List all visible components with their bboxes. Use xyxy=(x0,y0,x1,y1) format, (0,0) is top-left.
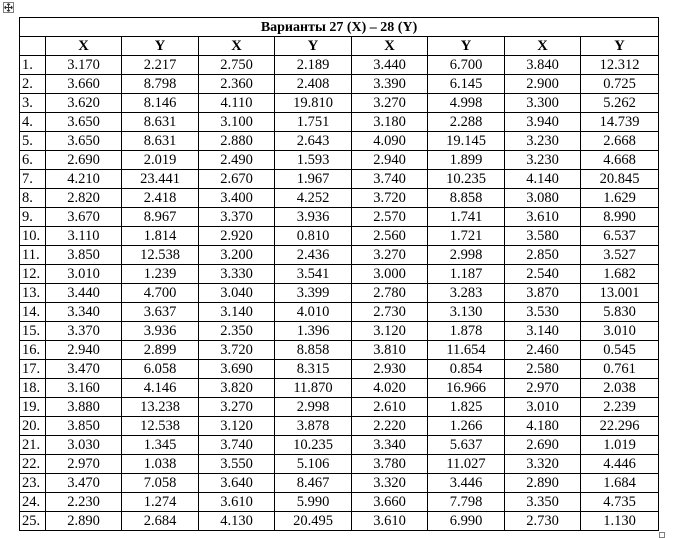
table-cell: 1.684 xyxy=(581,474,659,493)
table-cell: 4.700 xyxy=(122,284,199,303)
table-cell: 4.020 xyxy=(352,379,428,398)
table-cell: 3.810 xyxy=(352,341,428,360)
table-cell: 3.850 xyxy=(46,246,122,265)
table-row xyxy=(20,151,659,170)
table-cell: 1.593 xyxy=(275,151,352,170)
table-cell: 2.930 xyxy=(352,360,428,379)
table-cell: 3.610 xyxy=(199,493,275,512)
table-cell: 2.940 xyxy=(46,341,122,360)
table-cell: 1.629 xyxy=(581,189,659,208)
table-cell: 3.610 xyxy=(505,208,581,227)
table-cell: 7.798 xyxy=(428,493,505,512)
table-cell: 11.654 xyxy=(428,341,505,360)
table-cell: 4.668 xyxy=(581,151,659,170)
table-cell: 8.858 xyxy=(275,341,352,360)
table-row xyxy=(20,227,659,246)
table-cell: 1.814 xyxy=(122,227,199,246)
table-cell: 20.495 xyxy=(275,512,352,531)
table-cell: 1.741 xyxy=(428,208,505,227)
table-cell: 8.631 xyxy=(122,132,199,151)
table-cell: 5.830 xyxy=(581,303,659,322)
table-cell: 6.537 xyxy=(581,227,659,246)
table-cell: 4.130 xyxy=(199,512,275,531)
table-cell: 3.640 xyxy=(199,474,275,493)
table-cell: 3.270 xyxy=(199,398,275,417)
column-header: Y xyxy=(275,37,352,56)
table-cell: 2.038 xyxy=(581,379,659,398)
table-cell: 1.682 xyxy=(581,265,659,284)
table-cell: 6.058 xyxy=(122,360,199,379)
table-cell: 8.798 xyxy=(122,75,199,94)
table-cell: 3.660 xyxy=(46,75,122,94)
table-cell: 5.262 xyxy=(581,94,659,113)
table-cell: 3.330 xyxy=(199,265,275,284)
table-cell: 3.350 xyxy=(505,493,581,512)
table-cell: 3.180 xyxy=(352,113,428,132)
table-cell: 2.690 xyxy=(505,436,581,455)
table-cell: 2.418 xyxy=(122,189,199,208)
table-cell: 2.540 xyxy=(505,265,581,284)
table-cell: 3.650 xyxy=(46,113,122,132)
table-cell: 2.239 xyxy=(581,398,659,417)
table-cell: 3.620 xyxy=(46,94,122,113)
table-cell: 11.870 xyxy=(275,379,352,398)
table-cell: 4.180 xyxy=(505,417,581,436)
table-cell: 2.570 xyxy=(352,208,428,227)
table-row xyxy=(20,455,659,474)
column-header: Y xyxy=(122,37,199,56)
table-cell: 3.530 xyxy=(505,303,581,322)
table-cell: 3.660 xyxy=(352,493,428,512)
table-cell: 3.399 xyxy=(275,284,352,303)
table-cell: 3.140 xyxy=(199,303,275,322)
row-number: 20. xyxy=(20,417,46,436)
table-row xyxy=(20,170,659,189)
table-cell: 3.300 xyxy=(505,94,581,113)
row-number: 19. xyxy=(20,398,46,417)
table-row xyxy=(20,417,659,436)
table-cell: 4.210 xyxy=(46,170,122,189)
table-cell: 4.090 xyxy=(352,132,428,151)
table-cell: 0.854 xyxy=(428,360,505,379)
row-number: 13. xyxy=(20,284,46,303)
title-row xyxy=(20,18,659,37)
table-cell: 8.967 xyxy=(122,208,199,227)
row-number: 23. xyxy=(20,474,46,493)
table-cell: 4.446 xyxy=(581,455,659,474)
column-header: X xyxy=(199,37,275,56)
table-cell: 3.320 xyxy=(505,455,581,474)
table-cell: 3.030 xyxy=(46,436,122,455)
table-cell: 1.038 xyxy=(122,455,199,474)
table-cell: 1.239 xyxy=(122,265,199,284)
table-cell: 3.527 xyxy=(581,246,659,265)
table-cell: 1.751 xyxy=(275,113,352,132)
table-cell: 3.936 xyxy=(275,208,352,227)
table-cell: 2.230 xyxy=(46,493,122,512)
table-cell: 3.230 xyxy=(505,151,581,170)
table-cell: 3.010 xyxy=(505,398,581,417)
table-row xyxy=(20,512,659,531)
table-row xyxy=(20,303,659,322)
table-cell: 3.270 xyxy=(352,94,428,113)
table-cell: 3.840 xyxy=(505,56,581,75)
table-cell: 3.850 xyxy=(46,417,122,436)
table-cell: 2.970 xyxy=(505,379,581,398)
table-row xyxy=(20,436,659,455)
table-cell: 2.288 xyxy=(428,113,505,132)
table-cell: 12.538 xyxy=(122,246,199,265)
table-cell: 3.878 xyxy=(275,417,352,436)
table-cell: 3.820 xyxy=(199,379,275,398)
table-cell: 3.940 xyxy=(505,113,581,132)
table-cell: 0.545 xyxy=(581,341,659,360)
table-cell: 1.825 xyxy=(428,398,505,417)
table-cell: 3.283 xyxy=(428,284,505,303)
table-cell: 3.110 xyxy=(46,227,122,246)
table-cell: 4.735 xyxy=(581,493,659,512)
table-cell: 2.998 xyxy=(275,398,352,417)
table-cell: 2.189 xyxy=(275,56,352,75)
table-row xyxy=(20,246,659,265)
table-cell: 1.396 xyxy=(275,322,352,341)
table-cell: 0.810 xyxy=(275,227,352,246)
row-number: 16. xyxy=(20,341,46,360)
table-cell: 3.170 xyxy=(46,56,122,75)
table-cell: 2.408 xyxy=(275,75,352,94)
table-cell: 4.140 xyxy=(505,170,581,189)
table-cell: 3.637 xyxy=(122,303,199,322)
table-row xyxy=(20,474,659,493)
table-row xyxy=(20,493,659,512)
table-cell: 0.761 xyxy=(581,360,659,379)
table-cell: 3.000 xyxy=(352,265,428,284)
table-cell: 3.720 xyxy=(352,189,428,208)
row-number: 6. xyxy=(20,151,46,170)
table-cell: 1.878 xyxy=(428,322,505,341)
table-cell: 2.436 xyxy=(275,246,352,265)
table-cell: 3.130 xyxy=(428,303,505,322)
row-number: 1. xyxy=(20,56,46,75)
table-cell: 4.010 xyxy=(275,303,352,322)
table-cell: 5.106 xyxy=(275,455,352,474)
table-cell: 3.120 xyxy=(352,322,428,341)
table-cell: 3.740 xyxy=(352,170,428,189)
table-cell: 1.967 xyxy=(275,170,352,189)
table-cell: 2.019 xyxy=(122,151,199,170)
table-cell: 12.312 xyxy=(581,56,659,75)
table-cell: 3.580 xyxy=(505,227,581,246)
table-cell: 3.390 xyxy=(352,75,428,94)
table-cell: 3.010 xyxy=(46,265,122,284)
table-row xyxy=(20,284,659,303)
column-header: X xyxy=(46,37,122,56)
table-cell: 10.235 xyxy=(428,170,505,189)
table-cell: 3.650 xyxy=(46,132,122,151)
row-number: 17. xyxy=(20,360,46,379)
table-cell: 3.740 xyxy=(199,436,275,455)
table-cell: 3.160 xyxy=(46,379,122,398)
table-cell: 1.266 xyxy=(428,417,505,436)
row-number: 14. xyxy=(20,303,46,322)
table-cell: 3.670 xyxy=(46,208,122,227)
table-cell: 2.940 xyxy=(352,151,428,170)
table-row xyxy=(20,398,659,417)
table-row xyxy=(20,208,659,227)
table-cell: 2.730 xyxy=(352,303,428,322)
table-cell: 3.040 xyxy=(199,284,275,303)
table-cell: 8.315 xyxy=(275,360,352,379)
table-cell: 3.340 xyxy=(46,303,122,322)
table-cell: 5.990 xyxy=(275,493,352,512)
column-header: X xyxy=(352,37,428,56)
table-cell: 12.538 xyxy=(122,417,199,436)
table-cell: 3.120 xyxy=(199,417,275,436)
row-number: 8. xyxy=(20,189,46,208)
table-cell: 0.725 xyxy=(581,75,659,94)
table-cell: 3.550 xyxy=(199,455,275,474)
table-cell: 2.890 xyxy=(46,512,122,531)
row-number: 12. xyxy=(20,265,46,284)
table-cell: 22.296 xyxy=(581,417,659,436)
table-cell: 8.467 xyxy=(275,474,352,493)
table-move-handle[interactable] xyxy=(3,2,14,13)
table-cell: 2.220 xyxy=(352,417,428,436)
table-cell: 3.470 xyxy=(46,360,122,379)
table-cell: 1.721 xyxy=(428,227,505,246)
table-cell: 2.998 xyxy=(428,246,505,265)
table-cell: 2.643 xyxy=(275,132,352,151)
table-title: Варианты 27 (X) – 28 (Y) xyxy=(20,18,659,37)
table-cell: 2.350 xyxy=(199,322,275,341)
table-cell: 3.880 xyxy=(46,398,122,417)
table-row xyxy=(20,94,659,113)
table-cell: 3.936 xyxy=(122,322,199,341)
table-row xyxy=(20,132,659,151)
table-cell: 3.690 xyxy=(199,360,275,379)
row-number: 3. xyxy=(20,94,46,113)
table-cell: 1.899 xyxy=(428,151,505,170)
table-cell: 2.560 xyxy=(352,227,428,246)
column-header: Y xyxy=(581,37,659,56)
table-cell: 7.058 xyxy=(122,474,199,493)
row-number: 5. xyxy=(20,132,46,151)
table-cell: 3.080 xyxy=(505,189,581,208)
table-row xyxy=(20,360,659,379)
table-cell: 3.370 xyxy=(199,208,275,227)
table-cell: 6.990 xyxy=(428,512,505,531)
row-number: 7. xyxy=(20,170,46,189)
table-cell: 4.252 xyxy=(275,189,352,208)
table-cell: 3.440 xyxy=(46,284,122,303)
row-number: 11. xyxy=(20,246,46,265)
table-cell: 2.730 xyxy=(505,512,581,531)
row-number: 15. xyxy=(20,322,46,341)
table-cell: 3.780 xyxy=(352,455,428,474)
row-number: 18. xyxy=(20,379,46,398)
table-row xyxy=(20,113,659,132)
table-row xyxy=(20,322,659,341)
table-row xyxy=(20,189,659,208)
table-cell: 1.130 xyxy=(581,512,659,531)
table-cell: 8.858 xyxy=(428,189,505,208)
table-cell: 2.360 xyxy=(199,75,275,94)
table-cell: 3.720 xyxy=(199,341,275,360)
table-cell: 3.010 xyxy=(581,322,659,341)
header-row xyxy=(20,37,659,56)
table-cell: 4.998 xyxy=(428,94,505,113)
table-cell: 2.690 xyxy=(46,151,122,170)
table-cell: 11.027 xyxy=(428,455,505,474)
table-cell: 2.899 xyxy=(122,341,199,360)
table-cell: 3.340 xyxy=(352,436,428,455)
table-cell: 1.019 xyxy=(581,436,659,455)
table-row xyxy=(20,341,659,360)
row-number: 4. xyxy=(20,113,46,132)
table-cell: 3.446 xyxy=(428,474,505,493)
table-cell: 13.238 xyxy=(122,398,199,417)
table-cell: 3.610 xyxy=(352,512,428,531)
table-cell: 2.460 xyxy=(505,341,581,360)
row-number: 25. xyxy=(20,512,46,531)
table-cell: 3.200 xyxy=(199,246,275,265)
table-cell: 4.110 xyxy=(199,94,275,113)
index-header xyxy=(20,37,46,56)
table-cell: 2.890 xyxy=(505,474,581,493)
table-cell: 3.320 xyxy=(352,474,428,493)
column-header: X xyxy=(505,37,581,56)
table-cell: 3.541 xyxy=(275,265,352,284)
table-cell: 3.100 xyxy=(199,113,275,132)
table-cell: 1.274 xyxy=(122,493,199,512)
table-cell: 2.580 xyxy=(505,360,581,379)
row-number: 24. xyxy=(20,493,46,512)
table-cell: 3.440 xyxy=(352,56,428,75)
table-cell: 2.920 xyxy=(199,227,275,246)
table-cell: 19.810 xyxy=(275,94,352,113)
table-row xyxy=(20,265,659,284)
move-arrows-icon xyxy=(4,3,13,12)
table-cell: 5.637 xyxy=(428,436,505,455)
table-cell: 2.490 xyxy=(199,151,275,170)
table-cell: 8.146 xyxy=(122,94,199,113)
table-cell: 14.739 xyxy=(581,113,659,132)
row-number: 21. xyxy=(20,436,46,455)
table-cell: 2.820 xyxy=(46,189,122,208)
table-cell: 1.187 xyxy=(428,265,505,284)
table-cell: 3.270 xyxy=(352,246,428,265)
row-number: 9. xyxy=(20,208,46,227)
table-cell: 10.235 xyxy=(275,436,352,455)
table-cell: 2.670 xyxy=(199,170,275,189)
table-cell: 3.140 xyxy=(505,322,581,341)
table-row xyxy=(20,75,659,94)
table-cell: 1.345 xyxy=(122,436,199,455)
table-cell: 3.470 xyxy=(46,474,122,493)
table-row xyxy=(20,56,659,75)
table-cell: 2.850 xyxy=(505,246,581,265)
table-cell: 2.750 xyxy=(199,56,275,75)
table-cell: 2.684 xyxy=(122,512,199,531)
variants-table xyxy=(19,17,659,531)
table-cell: 6.700 xyxy=(428,56,505,75)
row-number: 10. xyxy=(20,227,46,246)
table-cell: 2.217 xyxy=(122,56,199,75)
table-cell: 4.146 xyxy=(122,379,199,398)
table-cell: 2.970 xyxy=(46,455,122,474)
table-cell: 3.370 xyxy=(46,322,122,341)
table-cell: 16.966 xyxy=(428,379,505,398)
row-number: 22. xyxy=(20,455,46,474)
table-cell: 2.900 xyxy=(505,75,581,94)
table-cell: 3.870 xyxy=(505,284,581,303)
table-cell: 2.668 xyxy=(581,132,659,151)
table-cell: 3.230 xyxy=(505,132,581,151)
table-cell: 8.990 xyxy=(581,208,659,227)
table-cell: 2.880 xyxy=(199,132,275,151)
table-cell: 6.145 xyxy=(428,75,505,94)
table-cell: 23.441 xyxy=(122,170,199,189)
row-number: 2. xyxy=(20,75,46,94)
table-cell: 19.145 xyxy=(428,132,505,151)
table-cell: 2.780 xyxy=(352,284,428,303)
table-cell: 3.400 xyxy=(199,189,275,208)
table-resize-handle[interactable] xyxy=(659,532,665,538)
column-header: Y xyxy=(428,37,505,56)
table-cell: 8.631 xyxy=(122,113,199,132)
table-cell: 13.001 xyxy=(581,284,659,303)
table-cell: 2.610 xyxy=(352,398,428,417)
table-body xyxy=(20,56,659,531)
table-row xyxy=(20,379,659,398)
table-cell: 20.845 xyxy=(581,170,659,189)
